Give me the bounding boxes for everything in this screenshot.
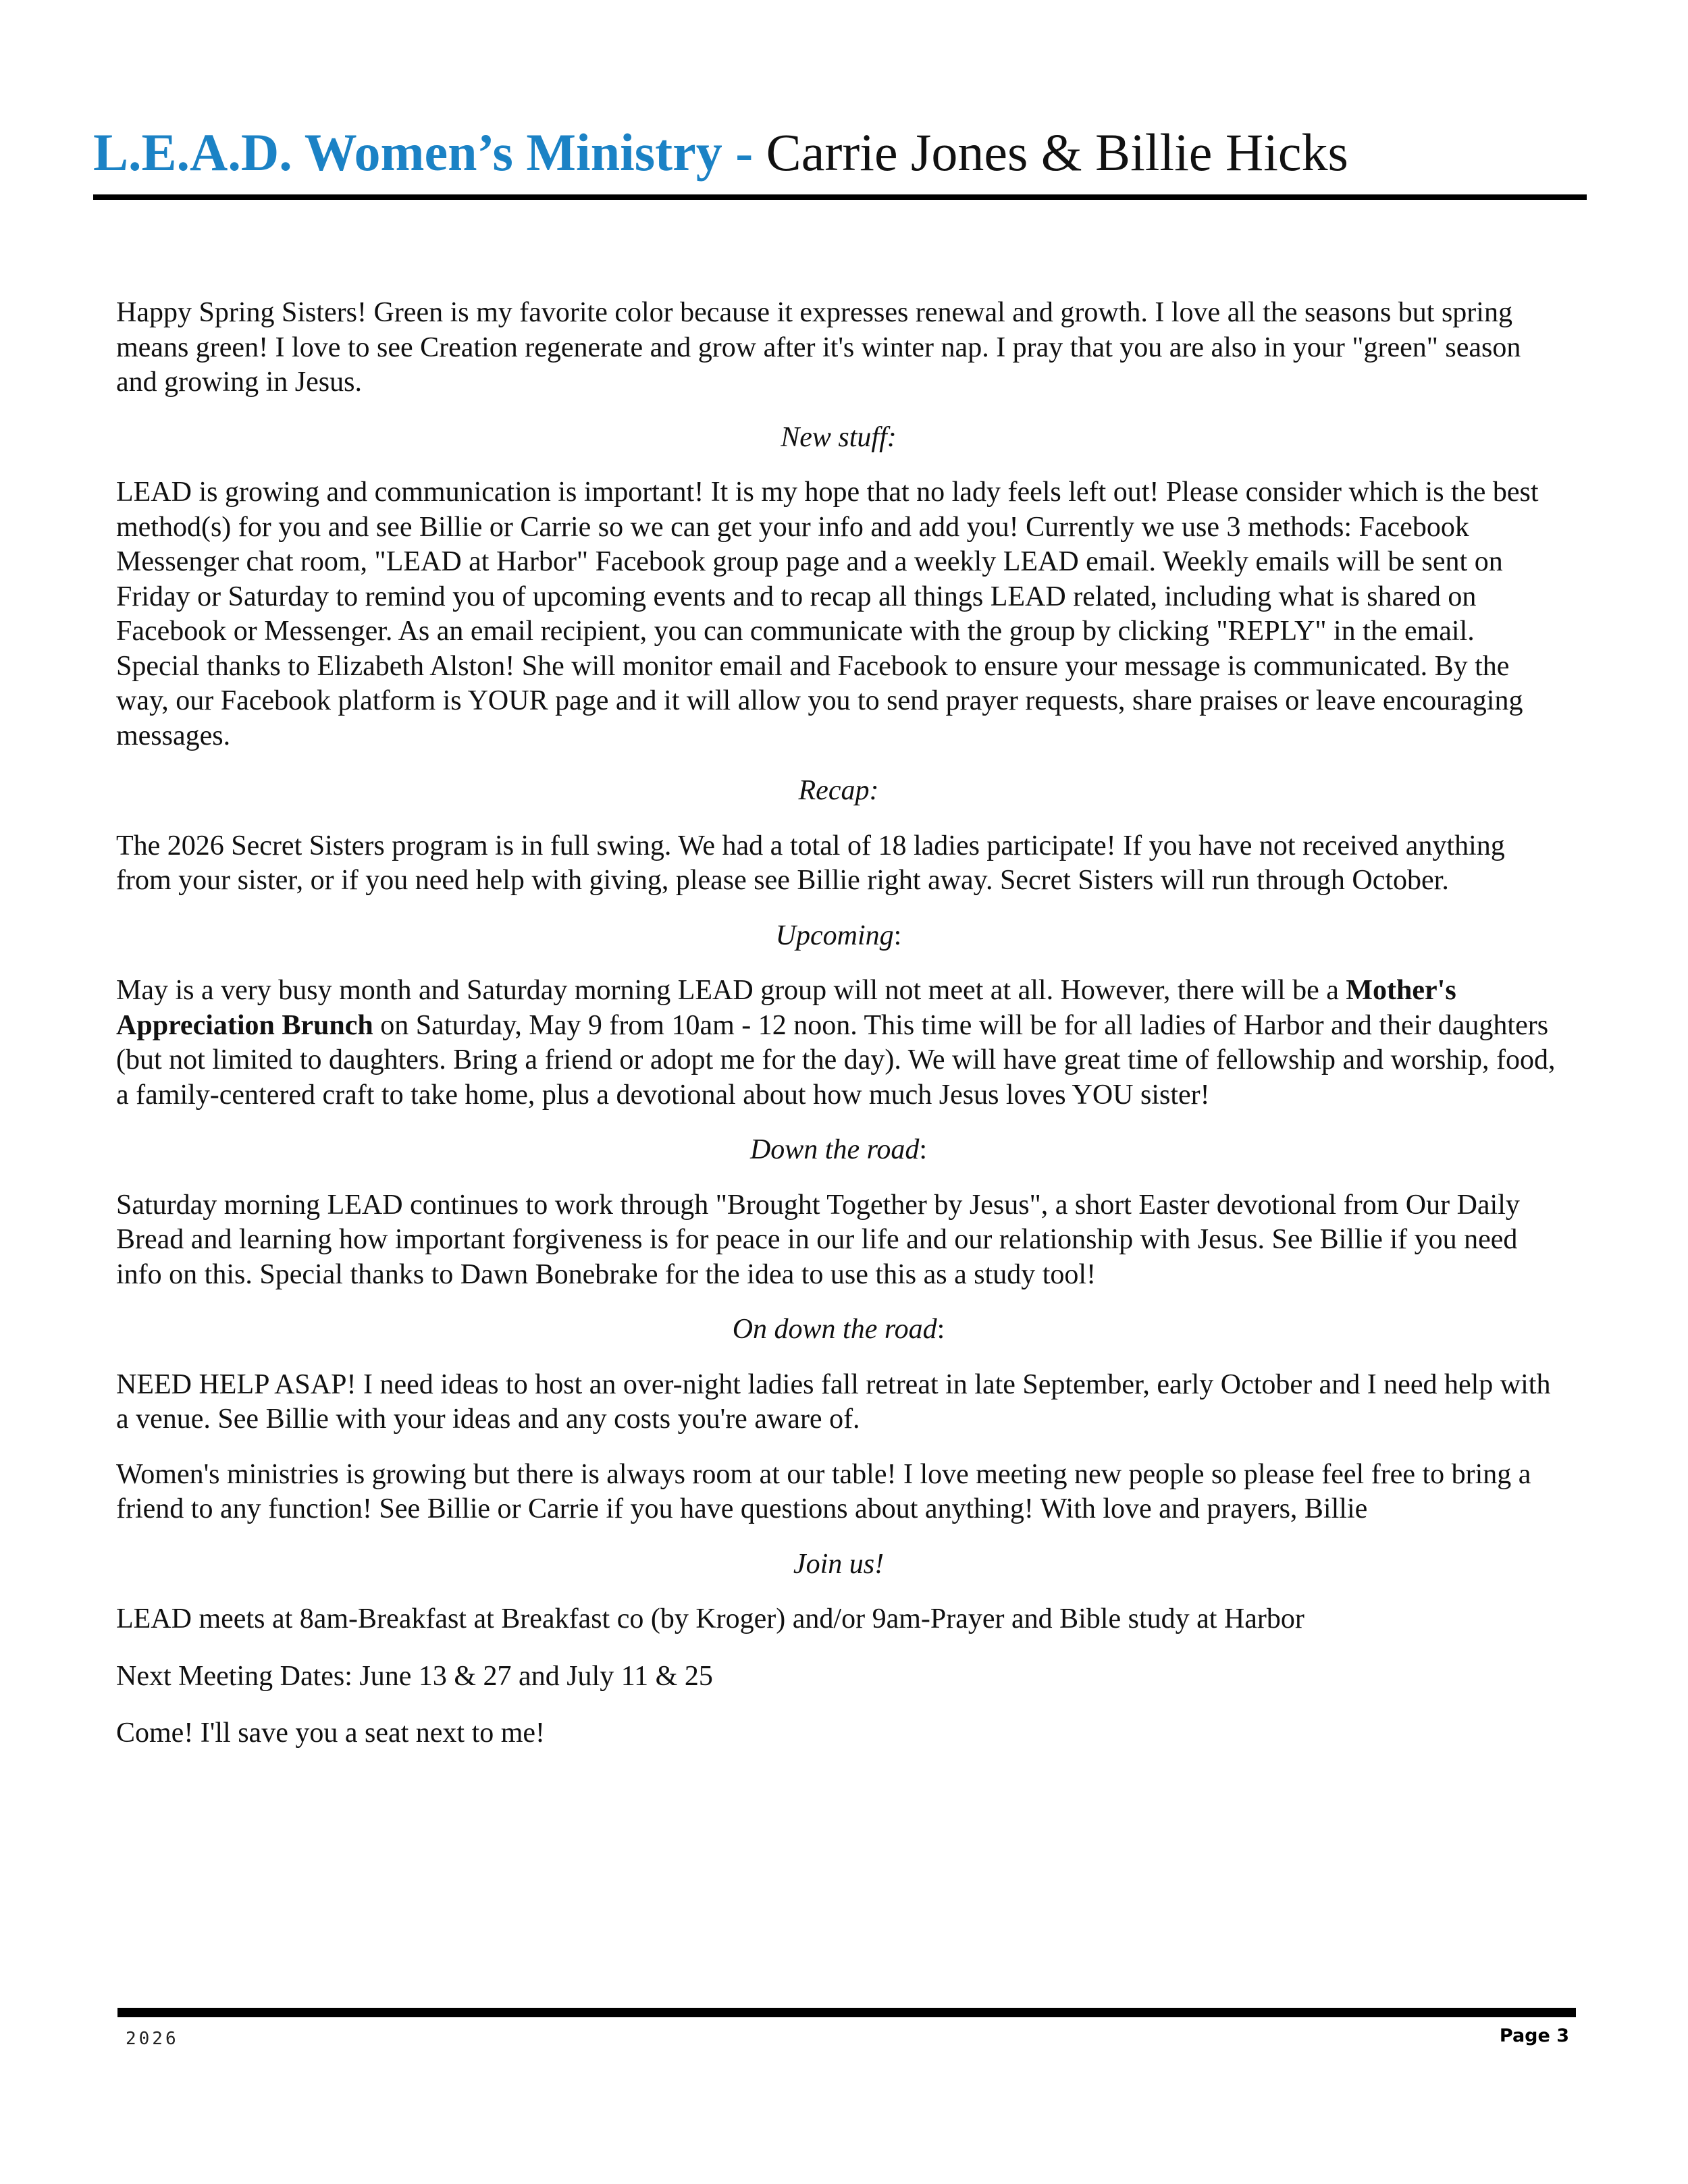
upcoming-text-post: on Saturday, May 9 from 10am - 12 noon. This time will be for all ladies of Harbor and their daughters (but not limited to daughters. Bring a friend or adopt me for the day). We will have great time of fellowship and worship, food, a family-centered craft to take home, plus a devotional about how much Jesus loves YOU sister! xyxy=(116,1009,1556,1111)
ondown-heading-colon: : xyxy=(937,1314,945,1345)
brunch-event-name: Mother's Appreciation Brunch xyxy=(116,975,1456,1041)
down-the-road-heading xyxy=(116,1133,1561,1168)
intro-paragraph: Happy Spring Sisters! Green is my favorite color because it expresses renewal and growth. I love all the seasons but spring means green! I love to see Creation regenerate and grow after it's winter nap. I pray that you are also in your "green" season and growing in Jesus. xyxy=(116,297,1521,398)
invitation-paragraph: Women's ministries is growing but there is always room at our table! I love meeting new people so please feel free to bring a friend to any function! See Billie or Carrie if you have questions about anything! With love and prayers, Billie xyxy=(116,1458,1531,1524)
article-body xyxy=(116,296,1561,1774)
leaders-names: Carrie Jones & Billie Hicks xyxy=(766,123,1348,182)
down-heading-text: Down the road xyxy=(749,1134,920,1165)
upcoming-paragraph xyxy=(116,974,1561,1113)
upcoming-heading-colon: : xyxy=(893,920,902,951)
upcoming-heading xyxy=(116,919,1561,954)
upcoming-text-pre: May is a very busy month and Saturday morning LEAD group will not meet at all. However, there will be a xyxy=(116,975,1346,1006)
ministry-name: L.E.A.D. Women’s Ministry - xyxy=(93,123,766,182)
recap-paragraph: The 2026 Secret Sisters program is in full swing. We had a total of 18 ladies participate! If you have not received anything from your sister, or if you need help with giving, please see Billie right away. Secret Sisters will run through October. xyxy=(116,830,1505,896)
page-number: Page 3 xyxy=(1499,2025,1569,2046)
recap-heading: Recap: xyxy=(798,775,879,806)
join-us-heading: Join us! xyxy=(793,1548,885,1580)
closing-line: Come! I'll save you a seat next to me! xyxy=(116,1717,546,1749)
down-the-road-paragraph: Saturday morning LEAD continues to work through "Brought Together by Jesus", a short Easter devotional from Our Daily Bread and learning how important forgiveness is for peace in our life and our relationship with Jesus. See Billie if you need info on this. Special thanks to Dawn Bonebrake for the idea to use this as a study tool! xyxy=(116,1189,1520,1290)
meeting-times: LEAD meets at 8am-Breakfast at Breakfast co (by Kroger) and/or 9am-Prayer and Bible study at Harbor xyxy=(116,1603,1304,1634)
meeting-dates: Next Meeting Dates: June 13 & 27 and July 11 & 25 xyxy=(116,1660,713,1692)
page-title xyxy=(93,119,1579,186)
new-stuff-heading: New stuff: xyxy=(781,421,897,453)
retreat-paragraph: NEED HELP ASAP! I need ideas to host an over-night ladies fall retreat in late September, early October and I need help with a venue. See Billie with your ideas and any costs you're aware of. xyxy=(116,1368,1551,1435)
footer-divider xyxy=(117,2008,1576,2017)
new-stuff-paragraph: LEAD is growing and communication is important! It is my hope that no lady feels left out! Please consider which is the best method(s) for you and see Billie or Carrie so we can get your info and add you! Currently we use 3 methods: Facebook Messenger chat room, "LEAD at Harbor" Facebook group page and a weekly LEAD email. Weekly emails will be sent on Friday or Saturday to remind you of upcoming events and to recap all things LEAD related, including what is shared on Facebook or Messenger. As an email recipient, you can communicate with the group by clicking "REPLY" in the email. Special thanks to Elizabeth Alston! She will monitor email and Facebook to ensure your message is communicated. By the way, our Facebook platform is YOUR page and it will allow you to send prayer requests, share praises or leave encouraging messages. xyxy=(116,477,1539,751)
ondown-heading-text: On down the road xyxy=(732,1314,937,1345)
upcoming-heading-text: Upcoming xyxy=(775,920,894,951)
footer-year: 2026 xyxy=(126,2029,179,2049)
on-down-the-road-heading xyxy=(116,1312,1561,1348)
down-heading-colon: : xyxy=(919,1134,928,1165)
header-divider xyxy=(93,194,1587,200)
